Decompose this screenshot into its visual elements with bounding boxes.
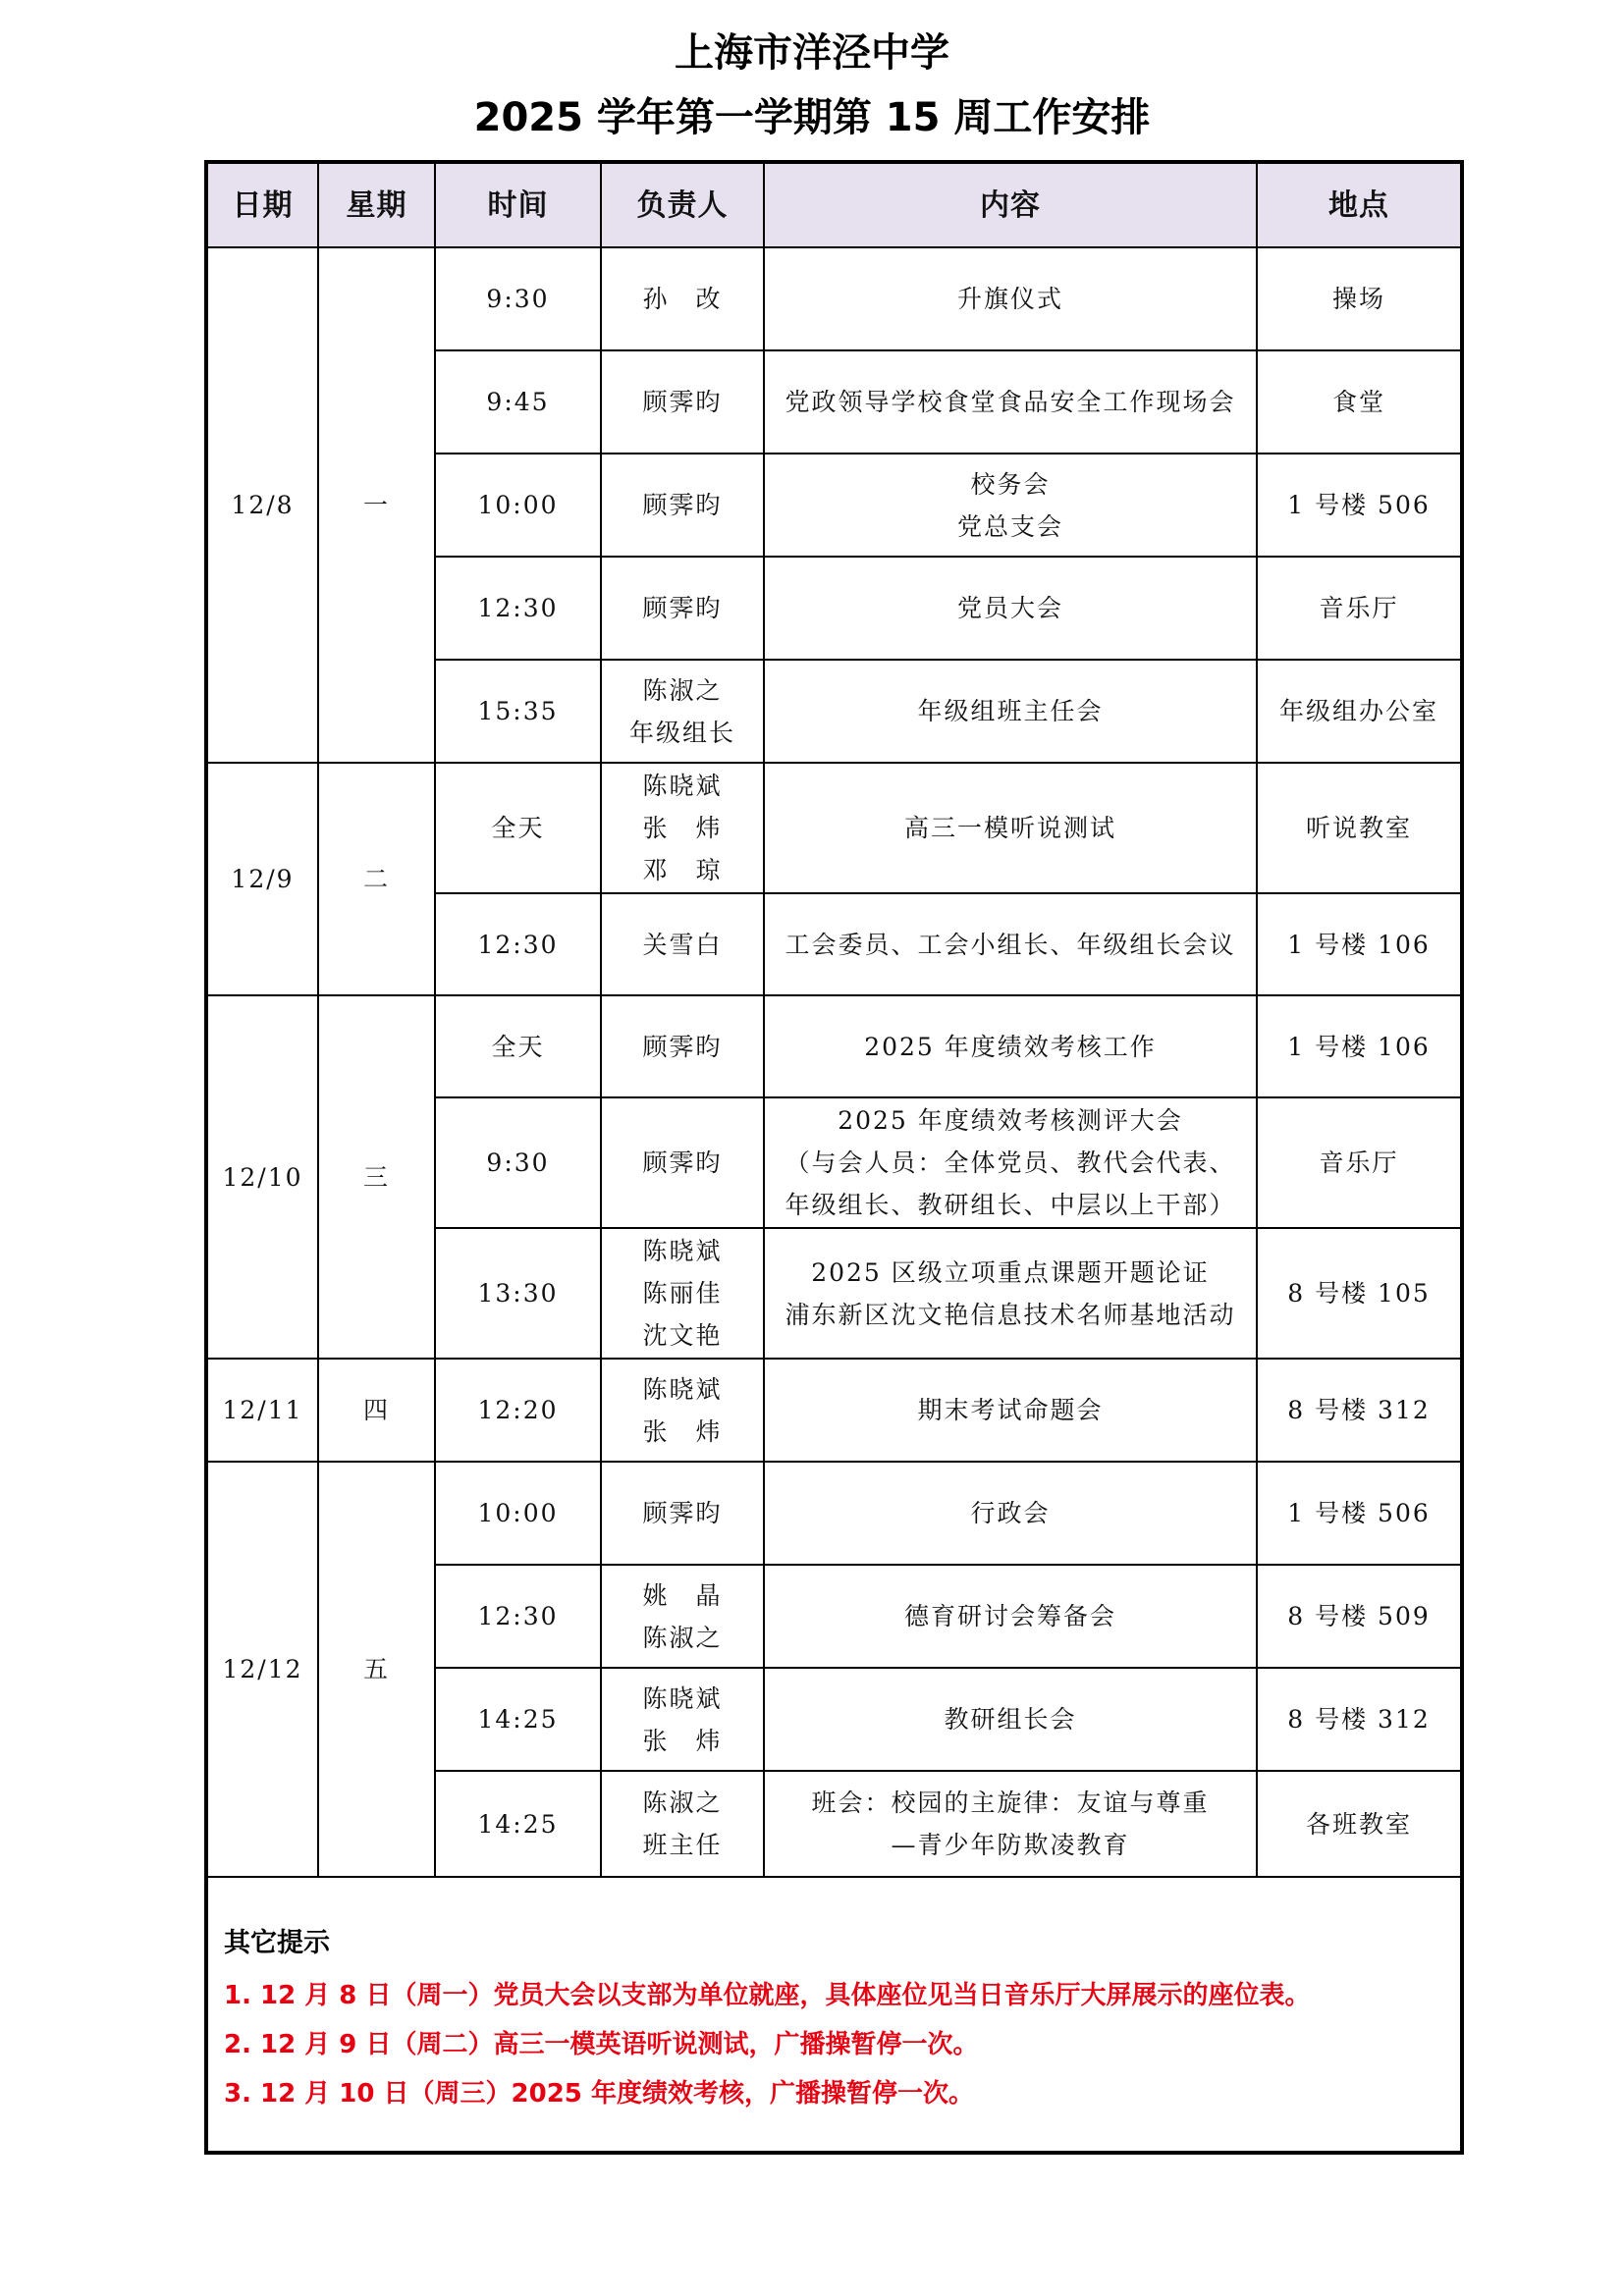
- place-cell: 各班教室: [1257, 1771, 1460, 1877]
- col-header-weekday: 星期: [318, 164, 435, 247]
- note-item: 1. 12 月 8 日（周一）党员大会以支部为单位就座，具体座位见当日音乐厅大屏展示的座位表。: [224, 1981, 1311, 2010]
- person-name: 邓 琼: [642, 856, 723, 884]
- weekday-cell: 一: [318, 247, 435, 763]
- person-name: 顾霁昀: [642, 388, 723, 416]
- person-name: 张 炜: [642, 1416, 723, 1446]
- content-cell: [764, 660, 1257, 763]
- person-name: 陈晓斌: [642, 1374, 723, 1404]
- content-line: 党总支会: [956, 511, 1063, 541]
- person-cell: [601, 995, 764, 1097]
- content-cell: [764, 1462, 1257, 1565]
- person-cell: [601, 247, 764, 350]
- col-header-date: 日期: [208, 164, 318, 247]
- time-cell: 10:00: [435, 1462, 601, 1565]
- person-cell: [601, 1771, 764, 1877]
- content-line: 党员大会: [956, 594, 1063, 622]
- person-name: 张 炜: [642, 1726, 723, 1755]
- place-cell: 音乐厅: [1257, 1097, 1460, 1228]
- place-cell: 8 号楼 312: [1257, 1359, 1460, 1462]
- notes-heading: 其它提示: [224, 1928, 330, 1958]
- content-line: 党政领导学校食堂食品安全工作现场会: [785, 388, 1236, 416]
- content-line: 行政会: [970, 1499, 1051, 1527]
- table-row: [208, 763, 1460, 893]
- person-name: 陈晓斌: [642, 1237, 723, 1265]
- content-line: 教研组长会: [944, 1705, 1077, 1734]
- time-cell: 15:35: [435, 660, 601, 763]
- place-cell: 1 号楼 506: [1257, 454, 1460, 557]
- person-name: 沈文艳: [642, 1321, 723, 1350]
- place-cell: 8 号楼 509: [1257, 1565, 1460, 1668]
- time-cell: 14:25: [435, 1668, 601, 1771]
- content-line: 德育研讨会筹备会: [903, 1602, 1116, 1630]
- person-name: 顾霁昀: [642, 594, 723, 622]
- time-cell: 14:25: [435, 1771, 601, 1877]
- content-line: 浦东新区沈文艳信息技术名师基地活动: [785, 1300, 1236, 1329]
- col-header-content: 内容: [764, 164, 1257, 247]
- content-cell: [764, 1228, 1257, 1359]
- content-line: 升旗仪式: [956, 285, 1063, 313]
- time-cell: 12:20: [435, 1359, 601, 1462]
- content-line: 年级组长、教研组长、中层以上干部）: [785, 1191, 1236, 1219]
- time-cell: 10:00: [435, 454, 601, 557]
- person-name: 关雪白: [642, 930, 723, 959]
- date-cell: 12/10: [208, 995, 318, 1359]
- person-cell: [601, 893, 764, 995]
- content-cell: [764, 454, 1257, 557]
- person-cell: [601, 1228, 764, 1359]
- person-cell: [601, 454, 764, 557]
- header-row: [208, 164, 1460, 247]
- schedule-frame: [204, 160, 1464, 2155]
- place-cell: 年级组办公室: [1257, 660, 1460, 763]
- person-cell: [601, 1565, 764, 1668]
- schedule-title: 2025 学年第一学期第 15 周工作安排: [473, 95, 1151, 140]
- person-name: 陈淑之: [642, 1623, 723, 1652]
- content-line: 年级组班主任会: [917, 697, 1104, 725]
- content-line: 2025 年度绩效考核工作: [864, 1032, 1157, 1061]
- content-line: （与会人员：全体党员、教代会代表、: [785, 1148, 1236, 1177]
- person-cell: [601, 1668, 764, 1771]
- date-cell: 12/8: [208, 247, 318, 763]
- person-cell: [601, 1359, 764, 1462]
- person-name: 张 炜: [642, 814, 723, 842]
- person-name: 陈晓斌: [642, 772, 723, 800]
- person-cell: [601, 660, 764, 763]
- schedule-body: [208, 247, 1460, 1877]
- date-cell: 12/12: [208, 1462, 318, 1877]
- content-line: 2025 年度绩效考核测评大会: [838, 1106, 1183, 1135]
- table-row: [208, 1462, 1460, 1565]
- person-name: 顾霁昀: [642, 1148, 723, 1177]
- table-row: [208, 995, 1460, 1097]
- content-cell: [764, 557, 1257, 660]
- place-cell: 音乐厅: [1257, 557, 1460, 660]
- place-cell: 1 号楼 506: [1257, 1462, 1460, 1565]
- time-cell: 全天: [435, 995, 601, 1097]
- person-name: 陈淑之: [642, 1789, 723, 1817]
- weekday-cell: 二: [318, 763, 435, 995]
- person-name: 陈晓斌: [642, 1683, 723, 1713]
- person-name: 陈丽佳: [642, 1279, 723, 1308]
- person-cell: [601, 350, 764, 454]
- place-cell: 操场: [1257, 247, 1460, 350]
- place-cell: 8 号楼 105: [1257, 1228, 1460, 1359]
- col-header-place: 地点: [1257, 164, 1460, 247]
- weekday-cell: 四: [318, 1359, 435, 1462]
- time-cell: 9:30: [435, 247, 601, 350]
- content-line: 高三一模听说测试: [903, 814, 1116, 842]
- place-cell: 1 号楼 106: [1257, 893, 1460, 995]
- time-cell: 9:45: [435, 350, 601, 454]
- table-row: [208, 1359, 1460, 1462]
- person-name: 姚 晶: [642, 1580, 723, 1610]
- place-cell: 听说教室: [1257, 763, 1460, 893]
- note-item: 2. 12 月 9 日（周二）高三一模英语听说测试，广播操暂停一次。: [224, 2030, 979, 2059]
- content-line: 2025 区级立项重点课题开题论证: [811, 1257, 1210, 1287]
- weekday-cell: 三: [318, 995, 435, 1359]
- content-cell: [764, 1668, 1257, 1771]
- time-cell: 12:30: [435, 1565, 601, 1668]
- person-name: 陈淑之: [642, 675, 723, 705]
- time-cell: 13:30: [435, 1228, 601, 1359]
- notes-section: [224, 1921, 1441, 2118]
- content-cell: [764, 1359, 1257, 1462]
- person-name: 顾霁昀: [642, 1032, 723, 1061]
- content-line: 工会委员、工会小组长、年级组长会议: [785, 930, 1236, 959]
- note-item: 3. 12 月 10 日（周三）2025 年度绩效考核，广播操暂停一次。: [224, 2079, 974, 2109]
- content-cell: [764, 1565, 1257, 1668]
- col-header-person: 负责人: [601, 164, 764, 247]
- content-cell: [764, 1097, 1257, 1228]
- person-name: 班主任: [642, 1831, 723, 1859]
- person-name: 顾霁昀: [642, 1499, 723, 1527]
- col-header-time: 时间: [435, 164, 601, 247]
- place-cell: 8 号楼 312: [1257, 1668, 1460, 1771]
- content-cell: [764, 893, 1257, 995]
- time-cell: 9:30: [435, 1097, 601, 1228]
- weekday-cell: 五: [318, 1462, 435, 1877]
- table-row: [208, 247, 1460, 350]
- content-line: 期末考试命题会: [917, 1396, 1104, 1424]
- person-cell: [601, 763, 764, 893]
- content-cell: [764, 247, 1257, 350]
- content-cell: [764, 763, 1257, 893]
- schedule-table: [208, 164, 1460, 1878]
- content-cell: [764, 350, 1257, 454]
- place-cell: 1 号楼 106: [1257, 995, 1460, 1097]
- time-cell: 12:30: [435, 893, 601, 995]
- content-cell: [764, 995, 1257, 1097]
- place-cell: 食堂: [1257, 350, 1460, 454]
- content-line: 校务会: [970, 469, 1051, 499]
- person-cell: [601, 1097, 764, 1228]
- content-line: —青少年防欺凌教育: [891, 1831, 1130, 1859]
- school-title: 上海市洋泾中学: [675, 30, 949, 76]
- date-cell: 12/11: [208, 1359, 318, 1462]
- date-cell: 12/9: [208, 763, 318, 995]
- person-name: 顾霁昀: [642, 491, 723, 519]
- person-name: 孙 改: [642, 285, 723, 313]
- content-line: 班会：校园的主旋律：友谊与尊重: [811, 1789, 1210, 1817]
- person-name: 年级组长: [628, 718, 735, 747]
- time-cell: 12:30: [435, 557, 601, 660]
- content-cell: [764, 1771, 1257, 1877]
- time-cell: 全天: [435, 763, 601, 893]
- person-cell: [601, 1462, 764, 1565]
- person-cell: [601, 557, 764, 660]
